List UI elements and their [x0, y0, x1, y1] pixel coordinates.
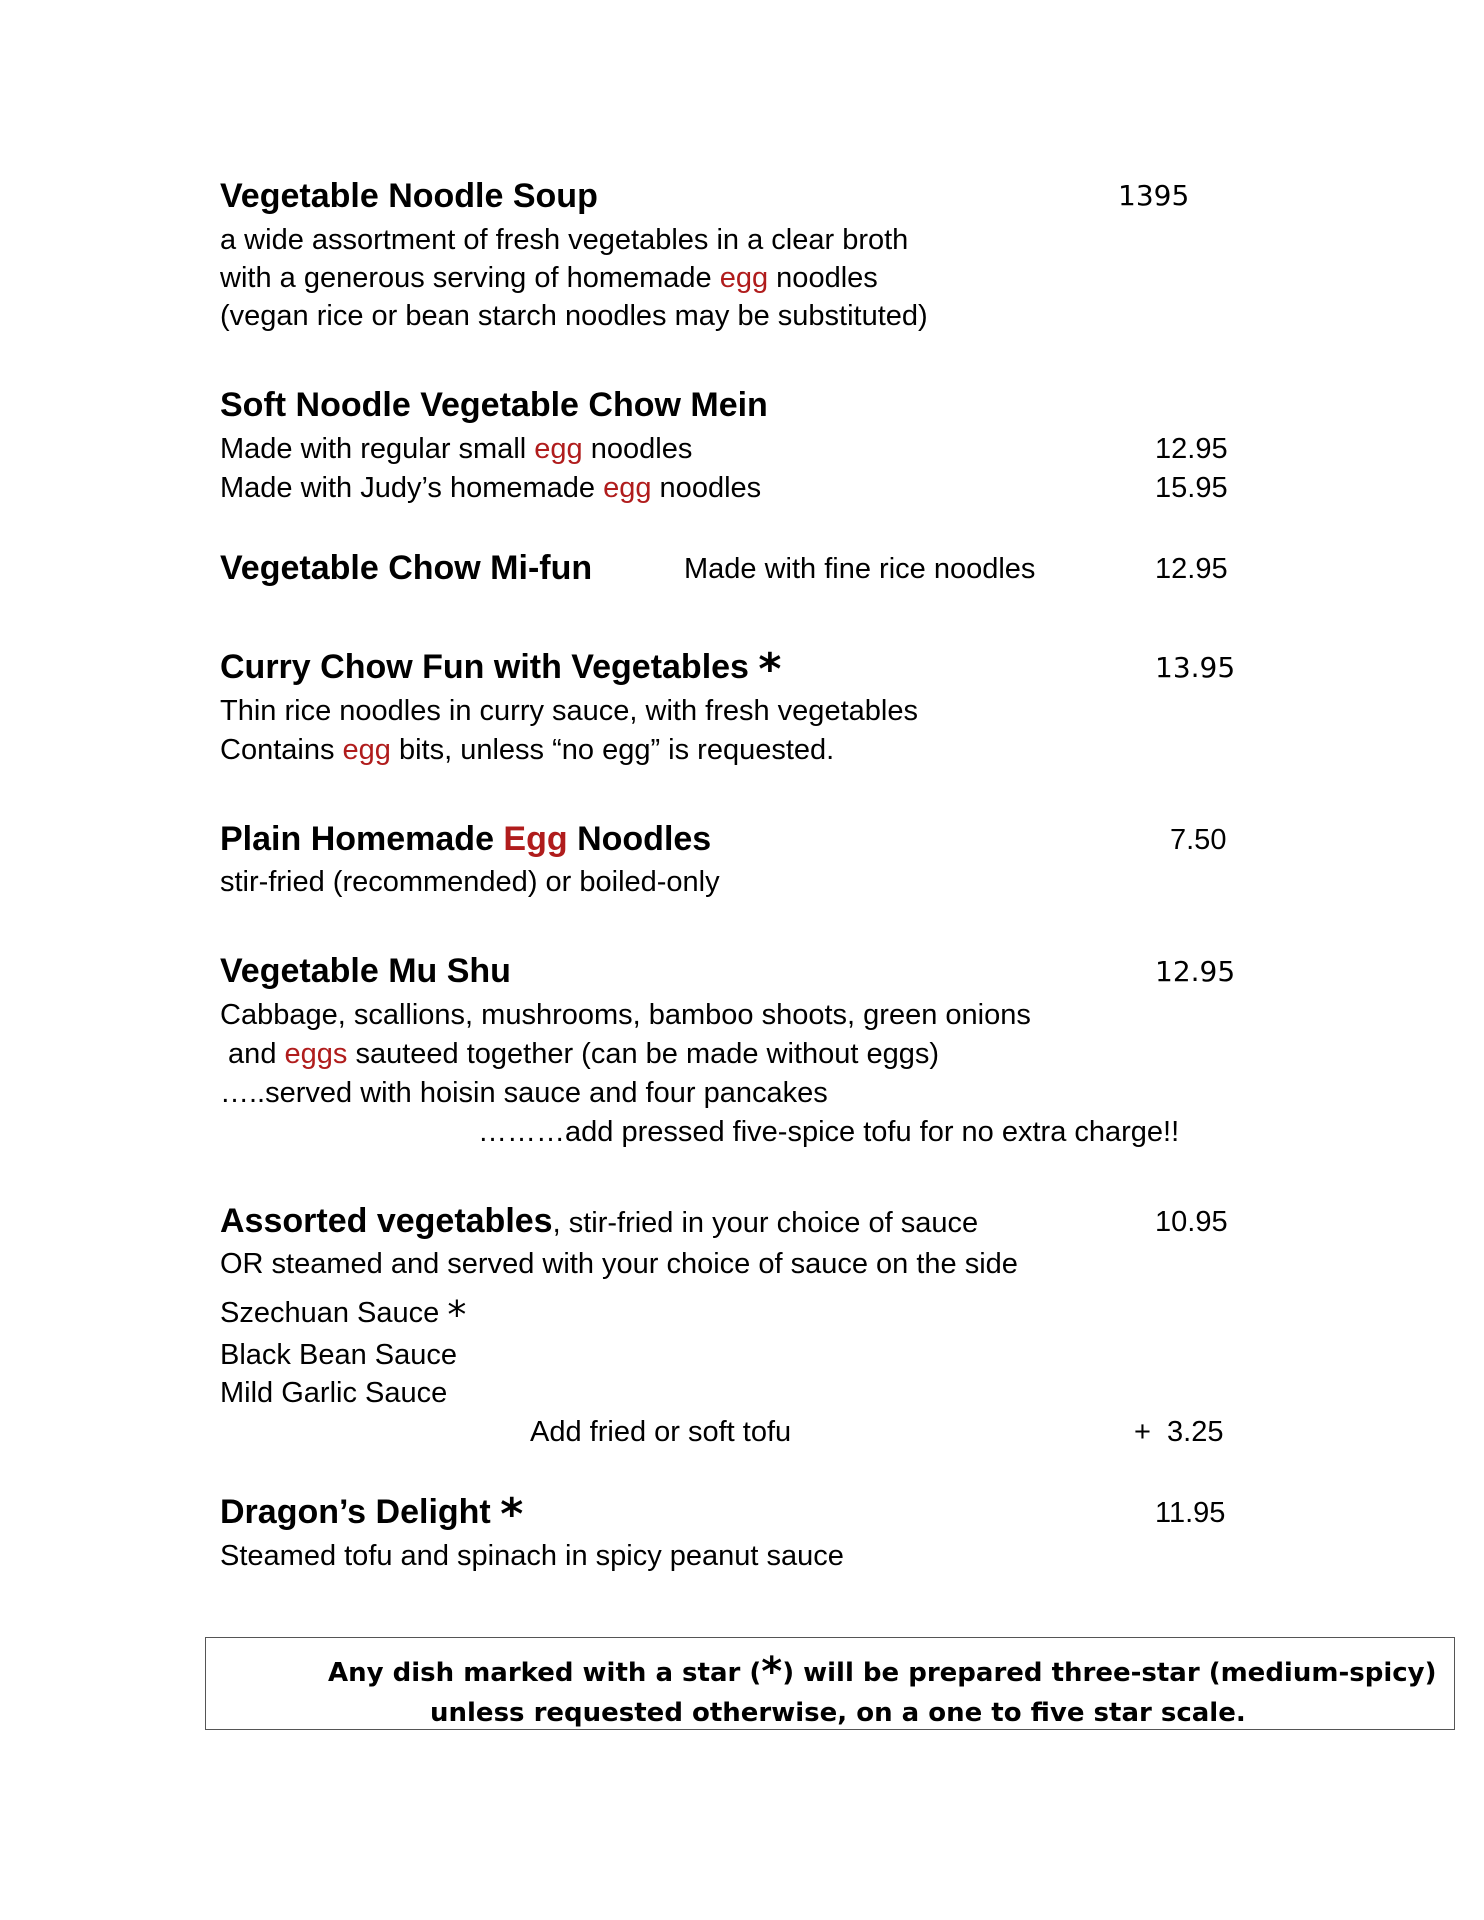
chow-mifun-title: Vegetable Chow Mi-fun	[220, 549, 593, 587]
curry-chow-fun-title: Curry Chow Fun with Vegetables *	[220, 644, 782, 695]
sauce-szechuan: Szechuan Sauce *	[220, 1293, 467, 1337]
assorted-veg-heading	[220, 1201, 978, 1241]
dragons-delight-price: 11.95	[1155, 1497, 1226, 1529]
dragons-delight-title: Dragon’s Delight *	[220, 1489, 524, 1540]
assorted-veg-title-suffix: , stir-fried in your choice of sauce	[552, 1207, 979, 1239]
spicy-star-icon: *	[500, 1489, 524, 1540]
soft-chow-mein-price-1: 12.95	[1155, 433, 1228, 465]
mu-shu-desc-1: Cabbage, scallions, mushrooms, bamboo shoots, green onions	[220, 999, 1031, 1031]
mu-shu-desc-4: ………add pressed five-spice tofu for no extra charge!!	[478, 1116, 1180, 1148]
spice-note-line-2: unless requested otherwise, on a one to five star scale.	[430, 1698, 1246, 1728]
spicy-star-icon: *	[758, 644, 782, 695]
soft-chow-mein-price-2: 15.95	[1155, 472, 1228, 504]
egg-highlight: egg	[342, 734, 391, 766]
curry-chow-fun-price: 13.95	[1155, 651, 1236, 684]
veg-noodle-soup-desc-3: (vegan rice or bean starch noodles may be substituted)	[220, 300, 928, 332]
sauce-black-bean: Black Bean Sauce	[220, 1339, 457, 1371]
spicy-star-icon: *	[447, 1293, 467, 1337]
sauce-mild-garlic: Mild Garlic Sauce	[220, 1377, 448, 1409]
plain-egg-noodles-desc: stir-fried (recommended) or boiled-only	[220, 866, 720, 898]
soft-chow-mein-line-2: Made with Judy’s homemade egg noodles	[220, 472, 762, 504]
mu-shu-desc-3: …..served with hoisin sauce and four pancakes	[220, 1077, 828, 1109]
egg-highlight: Egg	[503, 820, 568, 858]
veg-noodle-soup-price: 1395	[1118, 179, 1190, 212]
egg-highlight: egg	[534, 433, 583, 465]
mu-shu-price: 12.95	[1155, 955, 1236, 988]
veg-noodle-soup-title: Vegetable Noodle Soup	[220, 177, 598, 215]
add-tofu-price: + 3.25	[1134, 1416, 1224, 1448]
mu-shu-title: Vegetable Mu Shu	[220, 952, 511, 990]
spice-note-line-1: Any dish marked with a star (*) will be prepared three-star (medium-spicy)	[328, 1649, 1437, 1695]
assorted-veg-desc: OR steamed and served with your choice of sauce on the side	[220, 1248, 1018, 1280]
add-tofu-label: Add fried or soft tofu	[530, 1416, 792, 1448]
assorted-veg-title: Assorted vegetables	[220, 1202, 553, 1240]
curry-chow-fun-desc-2: Contains egg bits, unless “no egg” is requested.	[220, 734, 835, 766]
chow-mifun-note: Made with fine rice noodles	[684, 553, 1036, 585]
mu-shu-desc-2: and eggs sauteed together (can be made without eggs)	[220, 1038, 940, 1070]
veg-noodle-soup-desc-2: with a generous serving of homemade egg noodles	[220, 262, 878, 294]
soft-chow-mein-title: Soft Noodle Vegetable Chow Mein	[220, 386, 768, 424]
egg-highlight: egg	[719, 262, 769, 294]
assorted-veg-price: 10.95	[1155, 1206, 1228, 1238]
veg-noodle-soup-desc-1: a wide assortment of fresh vegetables in a clear broth	[220, 224, 909, 256]
plain-egg-noodles-price: 7.50	[1170, 824, 1227, 856]
soft-chow-mein-line-1: Made with regular small egg noodles	[220, 433, 693, 465]
chow-mifun-price: 12.95	[1155, 553, 1228, 585]
egg-highlight: egg	[603, 472, 652, 504]
egg-highlight: eggs	[284, 1038, 348, 1070]
plain-egg-noodles-title: Plain Homemade Egg Noodles	[220, 820, 712, 858]
curry-chow-fun-desc-1: Thin rice noodles in curry sauce, with fresh vegetables	[220, 695, 918, 727]
star-icon: *	[761, 1649, 783, 1695]
dragons-delight-desc: Steamed tofu and spinach in spicy peanut sauce	[220, 1540, 844, 1572]
